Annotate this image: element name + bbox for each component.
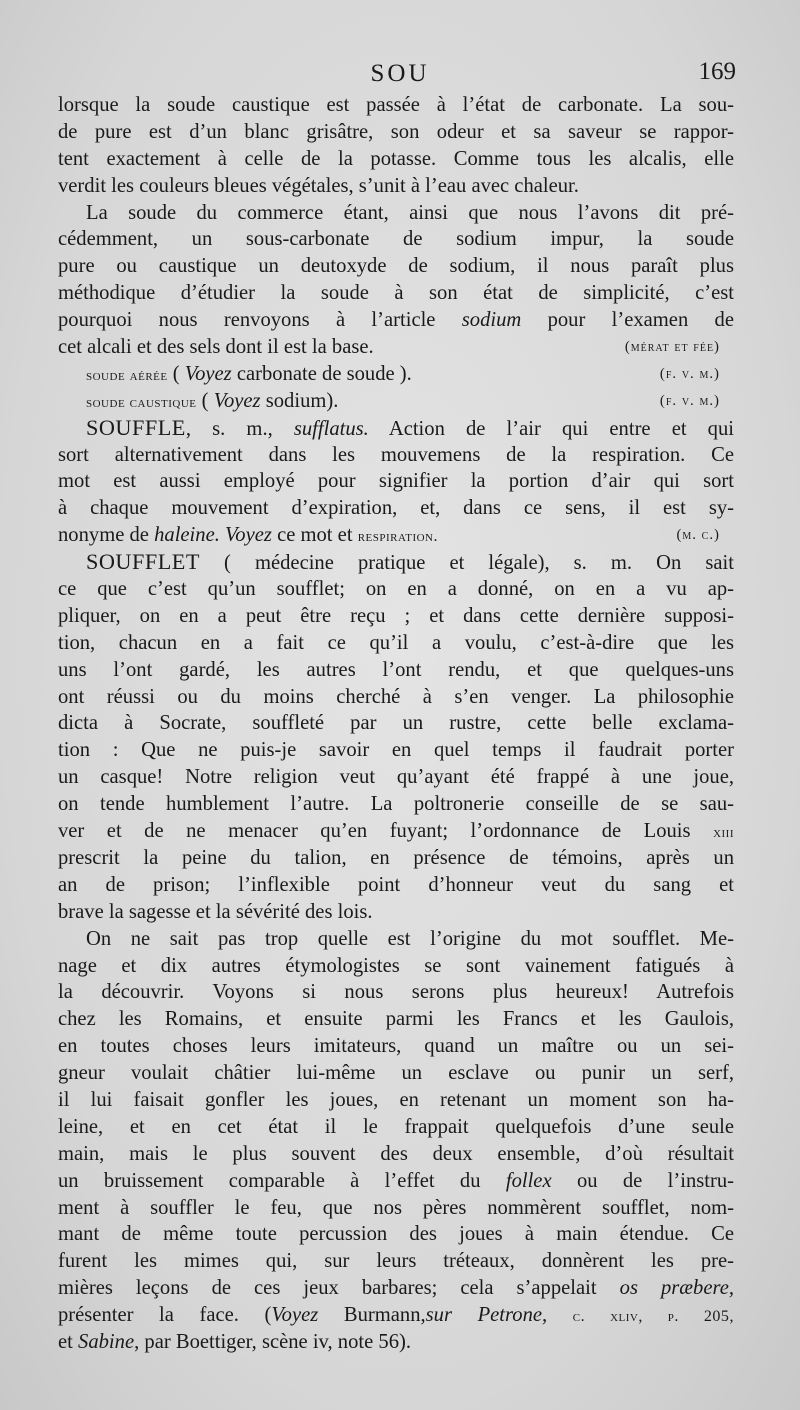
text-line: présenter la face. (Voyez Burmann,sur Petrone, c. xliv, p. 205, [58,1304,734,1327]
text-line: nonyme de haleine. Voyez ce mot et respiration. (m. c.) [58,522,734,549]
entry-soufflet-head: SOUFFLET ( médecine pratique et légale), s. m. On sait [86,549,734,575]
text-line: ment à souffler le feu, que nos pères nommèrent soufflet, nom- [58,1196,734,1219]
text-line: tent exactement à celle de la potasse. Comme tous les alcalis, elle [58,147,734,170]
text-line: il lui faisait gonfler les joues, en retenant un moment son ha- [58,1088,734,1111]
text-line: ver et de ne menacer qu’en fuyant; l’ordonnance de Louis xiii [58,820,734,843]
text-line: la découvrir. Voyons si nous serons plus heureux! Autrefois [58,981,734,1004]
running-header [60,58,740,94]
text-line: nage et dix autres étymologistes se sont vainement fatigués à [58,954,734,977]
text-line: chez les Romains, et ensuite parmi les Francs et les Gaulois, [58,1008,734,1031]
entry-souffle-head: SOUFFLE, s. m., sufflatus. Action de l’air qui entre et qui [86,414,734,440]
text-line: ce que c’est qu’un soufflet; on en a donné, on en a vu ap- [58,578,734,601]
text-line: main, mais le plus souvent des deux ensemble, d’où résultait [58,1142,734,1165]
text-line: furent les mimes qui, sur leurs tréteaux, donnèrent les pre- [58,1250,734,1273]
running-head: SOU [370,60,430,87]
entry-word: SOUFFLET [86,549,200,575]
text-line: à chaque mouvement d’expiration, et, dans ce sens, il est sy- [58,497,734,520]
text-line: uns l’ont gardé, les autres l’ont rendu, et que quelques-uns [58,658,734,681]
text-line: un bruissement comparable à l’effet du follex ou de l’instru- [58,1169,734,1192]
text-line: ont réussi ou du moins cherché à s’en venger. La philosophie [58,685,734,708]
cross-reference: sodium [461,309,522,332]
body-text [58,92,734,1356]
text-line: en toutes choses leurs imitateurs, quand un maître ou un sei- [58,1035,734,1058]
text-line: On ne sait pas trop quelle est l’origine du mot soufflet. Me- [86,927,734,950]
author-signature: (m. c.) [676,527,720,544]
author-signature: (f. v. m.) [659,365,720,382]
text-line: brave la sagesse et la sévérité des lois. [58,900,373,923]
text-line: mant de même toute percussion des joues à main étendue. Ce [58,1223,734,1246]
text-line: méthodique d’étudier la soude à son état de simplicité, c’est [58,282,734,305]
text-line: pure ou caustique un deutoxyde de sodium, il nous paraît plus [58,255,734,278]
entry-soude-aeree: soude aérée ( Voyez carbonate de soude ). (f. v. m.) [58,361,734,388]
text-line: mot est aussi employé pour signifier la portion d’air qui sort [58,470,734,493]
text-line: lorsque la soude caustique est passée à l’état de carbonate. La sou‑ [58,94,734,116]
text-line: leine, et en cet état il le frappait quelquefois d’une seule [58,1115,734,1138]
text-line: dicta à Socrate, souffleté par un rustre, cette belle exclama- [58,712,734,735]
text-line: pliquer, on en a peut être reçu ; et dans cette dernière supposi- [58,604,734,627]
text-line: un casque! Notre religion veut qu’ayant été frappé à une joue, [58,766,734,789]
text-line: cet alcali et des sels dont il est la base. (mérat et fée) [58,334,734,361]
text-line: an de prison; l’inflexible point d’honneur veut du sang et [58,873,734,896]
text-line: prescrit la peine du talion, en présence de témoins, après un [58,846,734,869]
text-line: pourquoi nous renvoyons à l’article sodium pour l’examen de [58,309,734,332]
page-number: 169 [698,58,736,85]
entry-word: SOUFFLE [86,414,186,440]
text-line: verdit les couleurs bleues végétales, s’unit à l’eau avec chaleur. [58,174,579,197]
text-line: sort alternativement dans les mouvemens de la respiration. Ce [58,443,734,466]
text-line: cédemment, un sous-carbonate de sodium impur, la soude [58,228,734,251]
text-line: on tende humblement l’autre. La poltronerie conseille de se sau- [58,793,734,816]
text-line: de pure est d’un blanc grisâtre, son odeur et sa saveur se rappor- [58,120,734,143]
text-line: La soude du commerce étant, ainsi que nous l’avons dit pré- [86,201,734,224]
author-signature: (mérat et fée) [624,339,720,356]
text-line: mières leçons de ces jeux barbares; cela s’appelait os præbere, [58,1277,735,1300]
text-line: et Sabine, par Boettiger, scène iv, note 56). [58,1330,412,1353]
entry-soude-caustique: soude caustique ( Voyez sodium). (f. v. m.) [58,388,734,415]
text-line: tion : Que ne puis-je savoir en quel temps il faudrait porter [58,739,734,762]
text-line: gneur voulait châtier lui-même un esclave ou punir un serf, [58,1062,734,1085]
author-signature: (f. v. m.) [659,392,720,409]
text-line: tion, chacun en a fait ce qu’il a voulu, c’est-à-dire que les [58,631,734,654]
